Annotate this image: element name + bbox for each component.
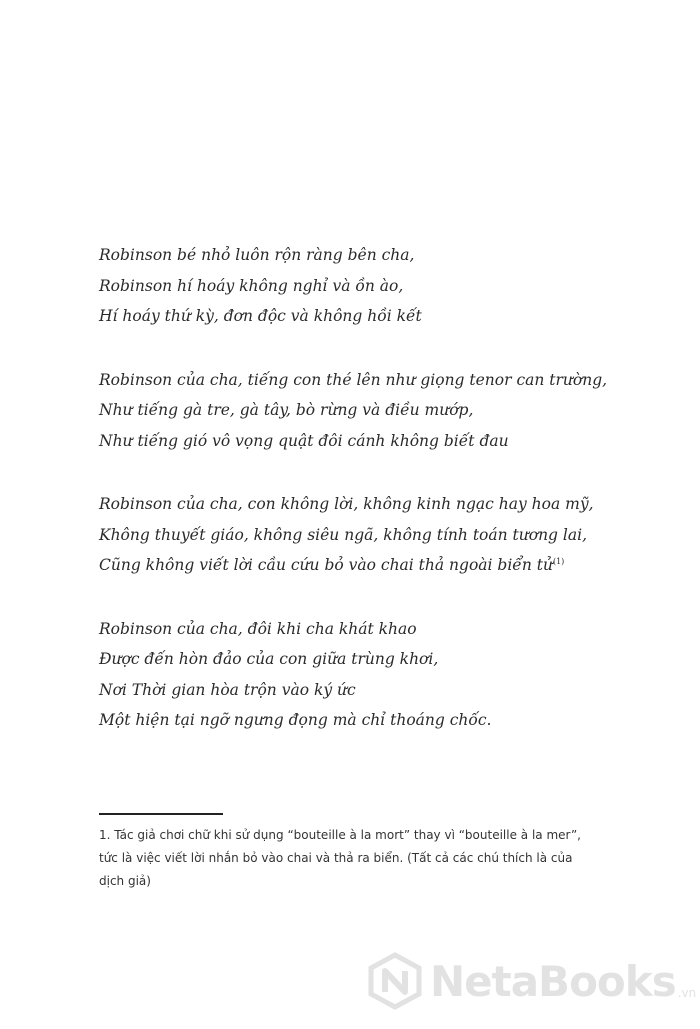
watermark [366,952,696,1010]
stanza-1 [99,240,679,332]
footnote-reference[interactable]: (1) [552,556,565,566]
footnote-line: tức là việc viết lời nhắn bỏ vào chai và thả ra biển. (Tất cả các chú thích là của [99,851,573,865]
poem-line: Robinson bé nhỏ luôn rộn ràng bên cha, [99,246,415,264]
poem-line: Robinson hí hoáy không nghỉ và ồn ào, [99,276,404,295]
poem-line: Robinson của cha, con không lời, không kinh ngạc hay hoa mỹ, [99,495,594,513]
stanza-4 [99,614,679,736]
watermark-suffix: .vn [677,986,697,1000]
poem-line: Như tiếng gió vô vọng quật đôi cánh không biết đau [99,431,509,450]
footnote-line: 1. Tác giả chơi chữ khi sử dụng “bouteille à la mort” thay vì “bouteille à la mer”, [99,828,581,842]
poem-line-with-footnote [99,550,679,581]
poem-line: Được đến hòn đảo của con giữa trùng khơi, [99,650,439,668]
footnote-line: dịch giả) [99,874,151,888]
stanza-3 [99,489,679,581]
poem-line: Hí hoáy thứ kỳ, đơn độc và không hồi kết [99,307,422,325]
stanza-2 [99,365,679,457]
poem-line: Không thuyết giáo, không siêu ngã, không tính toán tương lai, [99,525,587,544]
watermark-text: NetaBooks [430,956,676,1006]
poem-line: Robinson của cha, đôi khi cha khát khao [99,619,417,638]
poem-line: Robinson của cha, tiếng con thé lên như giọng tenor can trường, [99,370,608,389]
poem-line: Một hiện tại ngỡ ngưng đọng mà chỉ thoáng chốc. [99,711,492,729]
poem-line: Như tiếng gà tre, gà tây, bò rừng và điều mướp, [99,401,474,419]
netabooks-logo-icon [366,952,424,1010]
poem-line-text: Cũng không viết lời cầu cứu bỏ vào chai thả ngoài biển tử [99,556,553,574]
footnote [99,824,619,893]
poem-line: Nơi Thời gian hòa trộn vào ký ức [99,680,356,699]
footnote-divider [99,813,223,815]
poem [99,240,679,769]
